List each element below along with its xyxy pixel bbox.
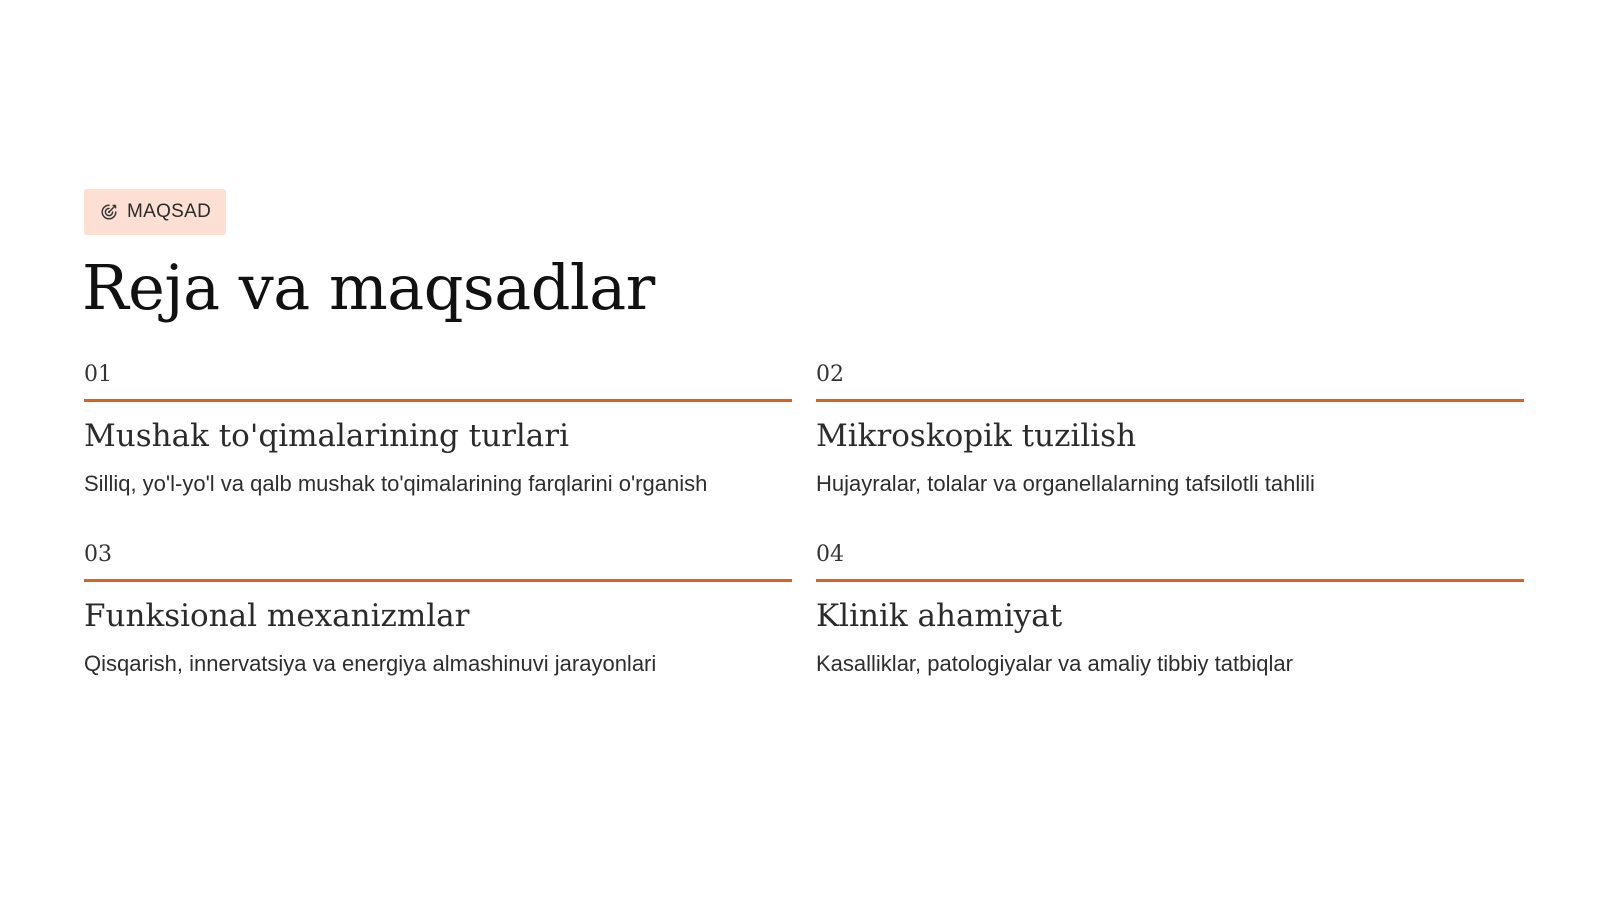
goal-title: Funksional mexanizmlar xyxy=(84,598,470,634)
goal-item-1 xyxy=(84,361,792,499)
goal-item-4 xyxy=(816,541,1524,679)
goal-item-2 xyxy=(816,361,1524,499)
target-icon xyxy=(99,202,119,222)
slide xyxy=(84,189,1524,679)
goal-description: Hujayralar, tolalar va organellalarning tafsilotli tahlili xyxy=(816,471,1315,496)
goal-description: Qisqarish, innervatsiya va energiya almashinuvi jarayonlari xyxy=(84,651,657,676)
section-tag xyxy=(84,189,226,235)
goal-number: 01 xyxy=(84,361,792,402)
page-title: Reja va maqsadlar xyxy=(82,251,655,324)
goal-number: 04 xyxy=(816,541,1524,582)
goal-description: Kasalliklar, patologiyalar va amaliy tibbiy tatbiqlar xyxy=(816,651,1293,676)
goal-number: 02 xyxy=(816,361,1524,402)
goals-grid xyxy=(84,361,1524,679)
goal-number: 03 xyxy=(84,541,792,582)
goal-title: Mikroskopik tuzilish xyxy=(816,418,1137,454)
goal-description: Silliq, yo'l-yo'l va qalb mushak to'qimalarining farqlarini o'rganish xyxy=(84,471,708,496)
goal-title: Mushak to'qimalarining turlari xyxy=(84,418,570,454)
section-tag-label: MAQSAD xyxy=(127,201,212,222)
goal-title: Klinik ahamiyat xyxy=(816,598,1063,634)
goal-item-3 xyxy=(84,541,792,679)
